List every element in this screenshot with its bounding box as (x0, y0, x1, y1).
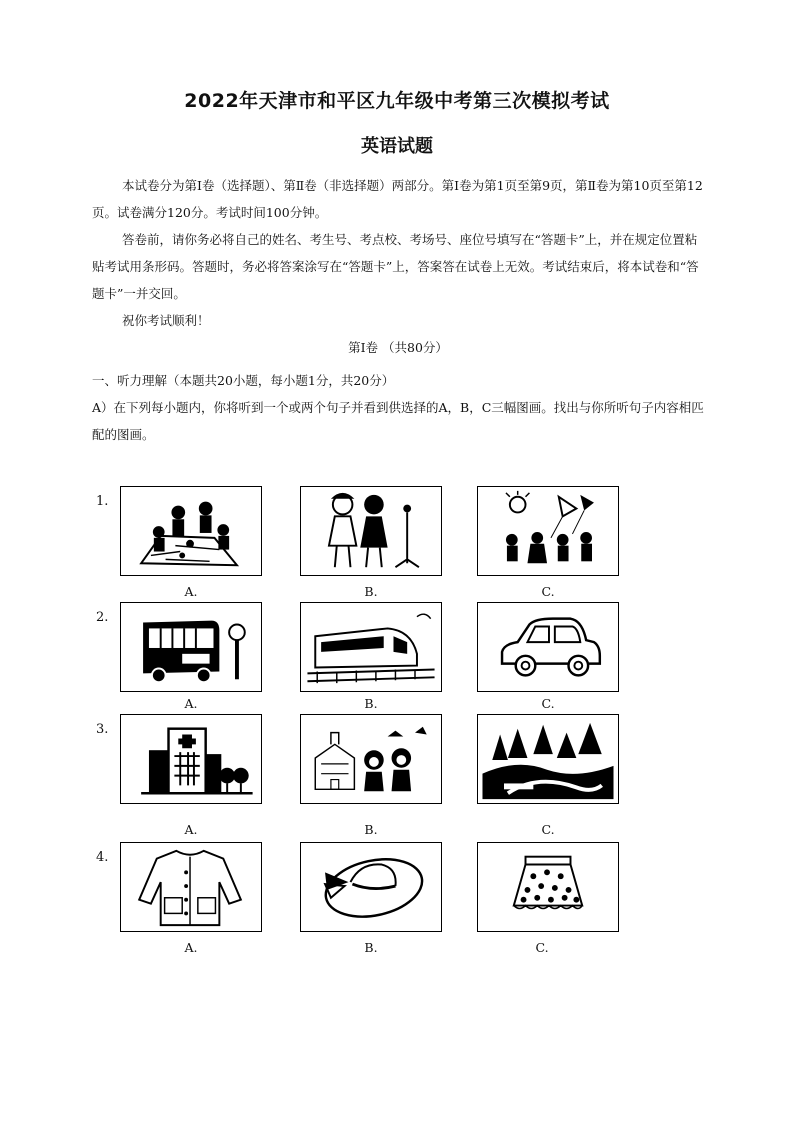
question-1-option-a[interactable]: A. (184, 584, 198, 599)
page-title: 2022年天津市和平区九年级中考第三次模拟考试 (184, 90, 610, 112)
question-2-option-b[interactable]: B. (364, 696, 378, 711)
train-icon[interactable] (300, 602, 442, 692)
question-4-number: 4. (96, 850, 109, 865)
question-1-option-b[interactable]: B. (364, 584, 378, 599)
question-3-option-b[interactable]: B. (364, 822, 378, 837)
children-picnic-icon[interactable] (120, 486, 262, 576)
hat-icon[interactable] (300, 842, 442, 932)
car-icon[interactable] (477, 602, 619, 692)
question-2-number: 2. (96, 610, 109, 625)
question-2-option-a[interactable]: A. (184, 696, 198, 711)
part-instruction: A）在下列每小题内，你将听到一个或两个句子并看到供选择的A，B，C三幅图画。找出与你所听句子内容相匹配的图画。 (92, 400, 704, 442)
question-3-number: 3. (96, 722, 109, 737)
skirt-icon[interactable] (477, 842, 619, 932)
intro-paragraph-1: 本试卷分为第Ⅰ卷（选择题）、第Ⅱ卷（非选择题）两部分。第Ⅰ卷为第1页至第9页，第Ⅱ卷为第10页至第12页。试卷满分120分。考试时间100分钟。 (92, 178, 703, 220)
page-subtitle: 英语试题 (361, 136, 433, 157)
bus-icon[interactable] (120, 602, 262, 692)
question-2-option-c[interactable]: C. (541, 696, 555, 711)
coat-icon[interactable] (120, 842, 262, 932)
intro-paragraph-2: 答卷前，请你务必将自己的姓名、考生号、考点校、考场号、座位号填写在“答题卡”上，并在规定位置粘贴考试用条形码。答题时，务必将答案涂写在“答题卡”上，答案答在试卷上无效。考试结束后，将本试卷和“答题卡”一并交回。 (92, 232, 699, 301)
question-3-option-a[interactable]: A. (184, 822, 198, 837)
volume-heading: 第Ⅰ卷 （共80分） (348, 340, 448, 355)
question-4-option-b[interactable]: B. (364, 940, 378, 955)
intro-paragraph-3: 祝你考试顺利！ (122, 313, 210, 328)
question-3-option-c[interactable]: C. (541, 822, 555, 837)
question-1-number: 1. (96, 494, 109, 509)
hospital-icon[interactable] (120, 714, 262, 804)
girls-singing-microphone-icon[interactable] (300, 486, 442, 576)
question-4-option-c[interactable]: C. (535, 940, 549, 955)
school-children-icon[interactable] (300, 714, 442, 804)
question-4-option-a[interactable]: A. (184, 940, 198, 955)
forest-park-icon[interactable] (477, 714, 619, 804)
part-title: 一、听力理解（本题共20小题，每小题1分，共20分） (92, 373, 395, 388)
question-1-option-c[interactable]: C. (541, 584, 555, 599)
children-flying-kites-icon[interactable] (477, 486, 619, 576)
